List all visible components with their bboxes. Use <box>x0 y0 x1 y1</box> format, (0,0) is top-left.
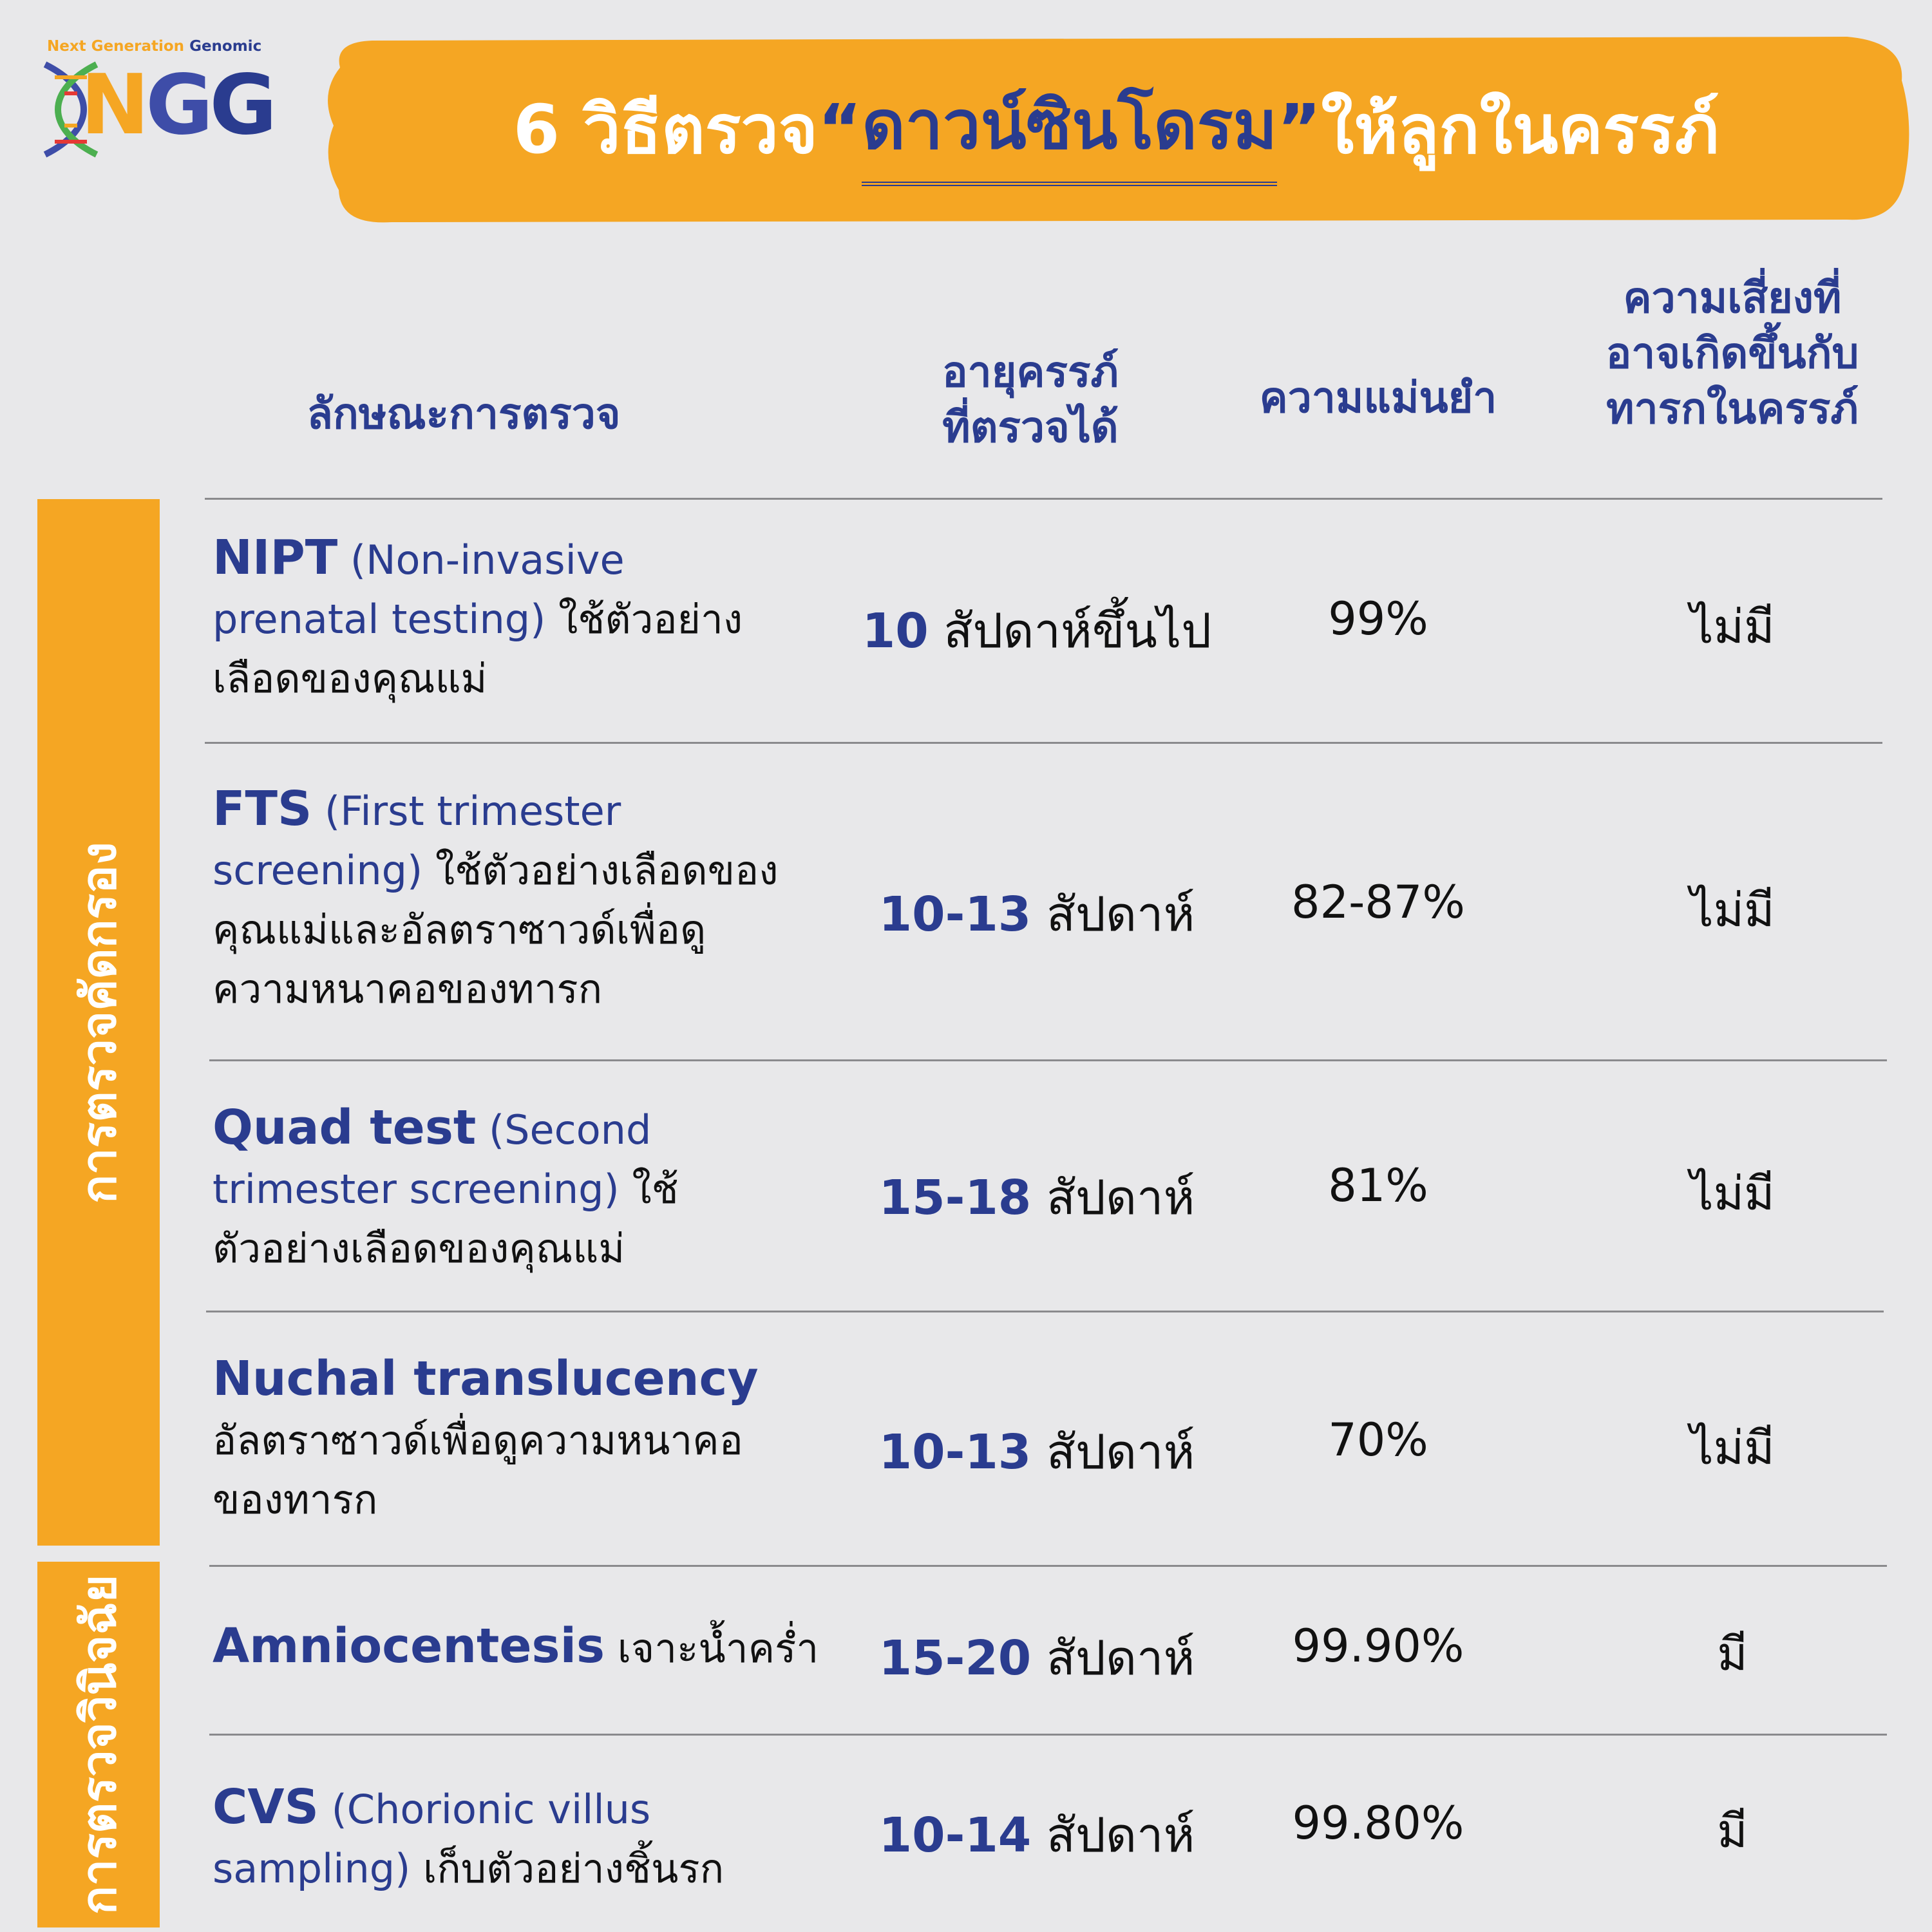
method-description: ใช้ตัวอย่างเลือดของคุณแม่ <box>213 596 743 702</box>
method-name: FTS <box>213 781 312 837</box>
divider <box>209 1734 1887 1736</box>
header-age <box>837 345 1224 455</box>
divider <box>209 1059 1887 1061</box>
group-diagnostic <box>37 1562 160 1927</box>
table-row-description <box>213 1349 792 1530</box>
method-description: อัลตราซาวด์เพื่อดูความหนาคอของทารก <box>213 1417 743 1523</box>
header-risk-line2: อาจเกิดขึ้นกับ <box>1605 328 1859 378</box>
method-description: ใช้ตัวอย่างเลือดของคุณแม่และอัลตราซาวด์เพื่อดูความหนาคอของทารก <box>213 847 779 1012</box>
divider <box>209 1565 1887 1567</box>
table-row-risk: ไม่มี <box>1690 600 1775 654</box>
method-subtitle: (Second trimester screening) <box>213 1106 652 1213</box>
method-name: CVS <box>213 1779 319 1835</box>
table-row-accuracy: 99.90% <box>1292 1620 1464 1672</box>
logo-letter-g2: G <box>209 57 274 153</box>
age-unit: สัปดาห์ <box>1031 1425 1195 1480</box>
age-weeks: 10 <box>862 603 929 659</box>
logo-wordmark <box>80 57 273 154</box>
header-risk-line3: ทารกในครรภ์ <box>1606 383 1859 433</box>
method-subtitle: (First trimester screening) <box>213 788 621 894</box>
table-row-description <box>213 528 792 708</box>
title-prefix: 6 วิธีตรวจ <box>513 90 818 169</box>
age-unit: สัปดาห์ <box>1031 1170 1195 1226</box>
table-row-age <box>824 1797 1249 1873</box>
divider <box>206 1311 1884 1312</box>
table-row-description <box>213 1098 792 1278</box>
age-weeks: 10-13 <box>878 1425 1032 1480</box>
table-row-risk: มี <box>1717 1804 1748 1858</box>
group-screening-label: การตรวจคัดกรอง <box>71 841 127 1204</box>
method-name: NIPT <box>213 530 338 585</box>
title-banner <box>314 29 1918 229</box>
age-unit: สัปดาห์ขึ้นไป <box>928 603 1212 659</box>
method-description: ใช้ตัวอย่างเลือดของคุณแม่ <box>213 1166 679 1272</box>
table-row-accuracy: 99.80% <box>1292 1797 1464 1850</box>
method-description: เก็บตัวอย่างชิ้นรก <box>410 1845 724 1892</box>
title-quote-open: “ <box>817 90 862 168</box>
table-row-description <box>213 779 792 1019</box>
logo-tagline-prefix: Next Generation <box>47 38 190 55</box>
table-row-description <box>213 1777 792 1899</box>
table-row-risk: ไม่มี <box>1690 883 1775 937</box>
table-row-risk: ไม่มี <box>1690 1166 1775 1220</box>
group-screening <box>37 499 160 1546</box>
title-suffix: ให้ลูกในครรภ์ <box>1321 90 1719 169</box>
table-row-risk: ไม่มี <box>1690 1421 1775 1475</box>
age-weeks: 15-18 <box>878 1170 1032 1226</box>
method-name: Nuchal translucency <box>213 1351 759 1406</box>
header-accuracy: ความแม่นยำ <box>1259 373 1497 422</box>
method-description: เจาะน้ำคร่ำ <box>605 1625 819 1672</box>
table-row-accuracy: 70% <box>1328 1414 1428 1466</box>
group-diagnostic-label: การตรวจวินิจฉัย <box>71 1574 127 1915</box>
header-risk <box>1546 270 1919 436</box>
header-age-line2: ที่ตรวจได้ <box>942 402 1119 452</box>
divider <box>205 742 1882 744</box>
table-row-description <box>213 1616 824 1678</box>
page-title <box>314 29 1918 229</box>
header-age-line1: อายุครรภ์ <box>942 347 1119 397</box>
table-row-age <box>824 1620 1249 1696</box>
table-row-accuracy: 81% <box>1328 1159 1428 1212</box>
title-highlight: ดาวน์ซินโดรม <box>862 71 1277 186</box>
method-name: Quad test <box>213 1100 477 1155</box>
age-unit: สัปดาห์ <box>1031 1631 1195 1686</box>
table-row-risk: มี <box>1717 1627 1748 1681</box>
table-row-age <box>824 592 1249 668</box>
logo-tagline-suffix: Genomic <box>189 38 262 55</box>
age-unit: สัปดาห์ <box>1031 1808 1195 1863</box>
age-unit: สัปดาห์ <box>1031 887 1195 942</box>
table-row-accuracy: 99% <box>1328 592 1428 645</box>
logo-letter-g1: G <box>146 57 210 153</box>
logo-letter-n: N <box>80 57 146 153</box>
logo-tagline <box>47 38 261 55</box>
method-subtitle: (Chorionic villus sampling) <box>213 1786 651 1892</box>
table-row-age <box>824 876 1249 952</box>
method-subtitle: (Non-invasive prenatal testing) <box>213 536 625 643</box>
header-risk-line1: ความเสี่ยงที่ <box>1623 273 1842 323</box>
header-method: ลักษณะการตรวจ <box>307 389 621 439</box>
divider <box>205 498 1882 500</box>
ngg-logo <box>35 35 293 158</box>
table-row-age <box>824 1414 1249 1490</box>
age-weeks: 10-13 <box>878 887 1032 942</box>
method-name: Amniocentesis <box>213 1618 605 1674</box>
table-row-age <box>824 1159 1249 1235</box>
title-quote-close: ” <box>1277 90 1321 168</box>
age-weeks: 15-20 <box>878 1631 1032 1686</box>
table-row-accuracy: 82-87% <box>1291 876 1465 929</box>
age-weeks: 10-14 <box>878 1808 1032 1863</box>
